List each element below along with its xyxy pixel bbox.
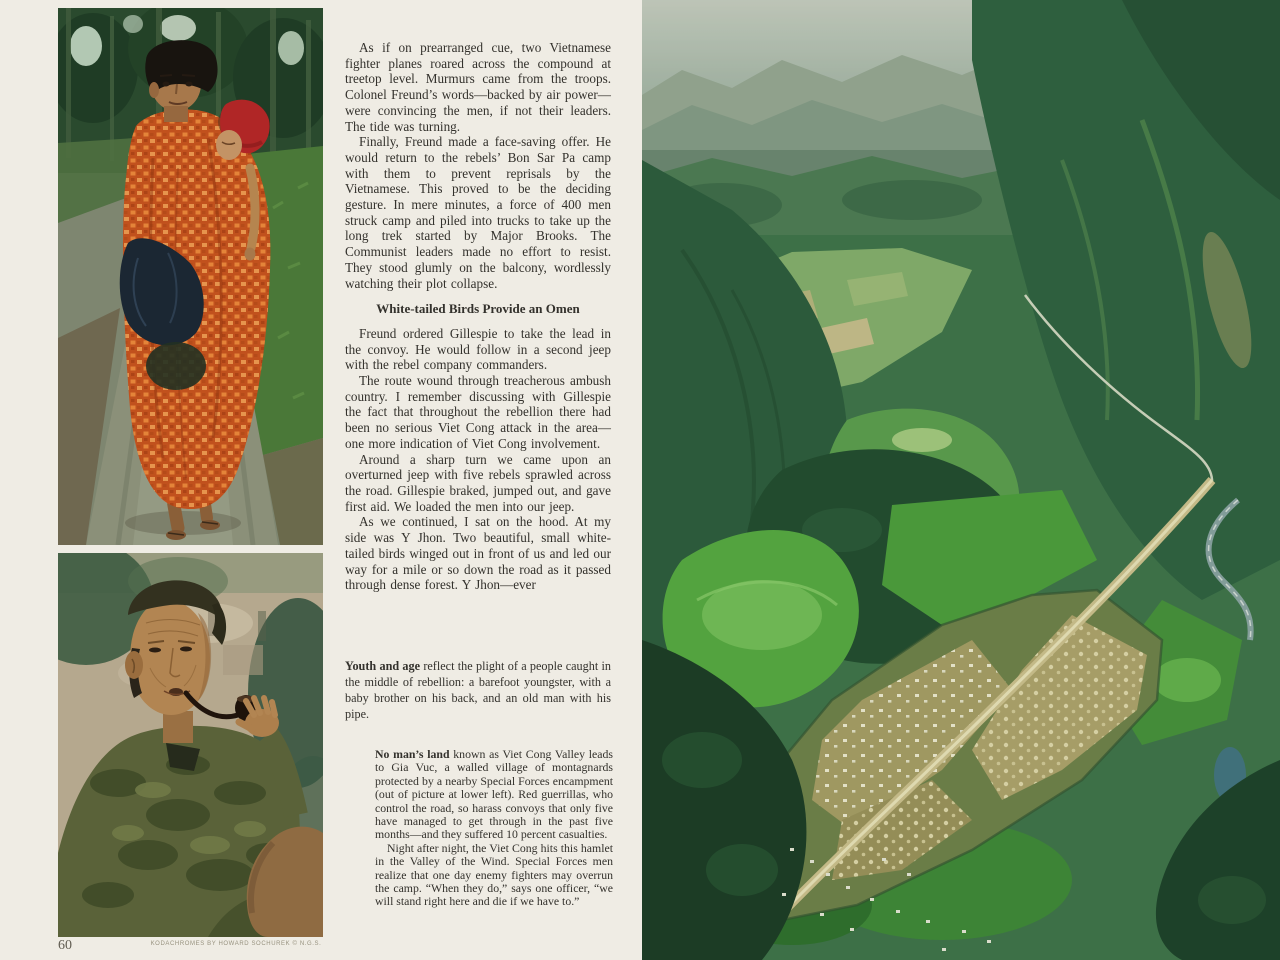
caption-text: known as Viet Cong Valley leads to Gia Vuc, a walled village of montagnards protected by a nearby Special Forces encampment (out of picture at lower left). Red guerrillas, who control the road, so harass convoys that only five have managed to get through in the past five months—and they suffered 10 percent casualties. (375, 747, 613, 842)
caption-no-mans-land (375, 748, 613, 909)
section-heading: White-tailed Birds Provide an Omen (376, 301, 580, 317)
valley-photo-illustration (642, 0, 1280, 960)
photo-boy-carrying-baby (58, 8, 323, 545)
caption-lead-in: Youth and age (345, 659, 421, 673)
article-paragraph: As if on prearranged cue, two Vietnamese fighter planes roared across the compound at treetop level. Murmurs came from the troops. Colonel Freund’s words—backed by air power—were convincing the men, if not their leaders. The tide was turning. (345, 40, 611, 134)
article-paragraph: Finally, Freund made a face-saving offer. He would return to the rebels’ Bon Sar Pa camp with them to prevent reprisals by the Vietnamese. This proved to be the deciding gesture. In mere minutes, a force of 400 men struck camp and piled into trucks to take up the long trek started by Major Brooks. The Communist leaders made no effort to resist. They stood glumly on the balcony, wordlessly watching their plot collapse. (345, 134, 611, 291)
elder-photo-illustration (58, 553, 323, 937)
article-column (345, 40, 611, 593)
photo-old-man-with-pipe (58, 553, 323, 937)
caption-lead-in: No man’s land (375, 747, 450, 761)
article-paragraph: As we continued, I sat on the hood. At my side was Y Jhon. Two beautiful, small white-tailed birds winged out in front of us and led our way for a mile or so down the road as it passed through dense forest. Y Jhon—ever (345, 514, 611, 593)
boy-photo-illustration (58, 8, 323, 545)
photo-aerial-viet-cong-valley (642, 0, 1280, 960)
photo-credit: KODACHROMES BY HOWARD SOCHUREK © N.G.S. (150, 941, 322, 947)
article-paragraph: Freund ordered Gillespie to take the lead in the convoy. He would follow in a second jeep with the rebel company commanders. (345, 325, 611, 373)
caption-youth-and-age (345, 658, 611, 722)
caption-paragraph: Night after night, the Viet Cong hits this hamlet in the Valley of the Wind. Special Forces men realize that one day enemy fighters may overrun the camp. “When they do,” says one officer, “we will stand right here and die if we have to.” (375, 840, 613, 909)
caption-text: reflect the plight of a people caught in the middle of rebellion: a barefoot youngster, with a baby brother on his back, and an old man with his pipe. (345, 659, 611, 721)
article-paragraph: The route wound through treacherous ambush country. I remember discussing with Gillespie the fact that throughout the rebellion there had been no serious Viet Cong attack in the area—one more indication of Viet Cong involvement. (345, 373, 611, 451)
article-paragraph: Around a sharp turn we came upon an overturned jeep with five rebels sprawled across the road. Gillespie braked, jumped out, and gave first aid. We loaded the men into our jeep. (345, 451, 611, 514)
caption-paragraph (375, 748, 613, 842)
page-number: 60 (58, 938, 72, 953)
